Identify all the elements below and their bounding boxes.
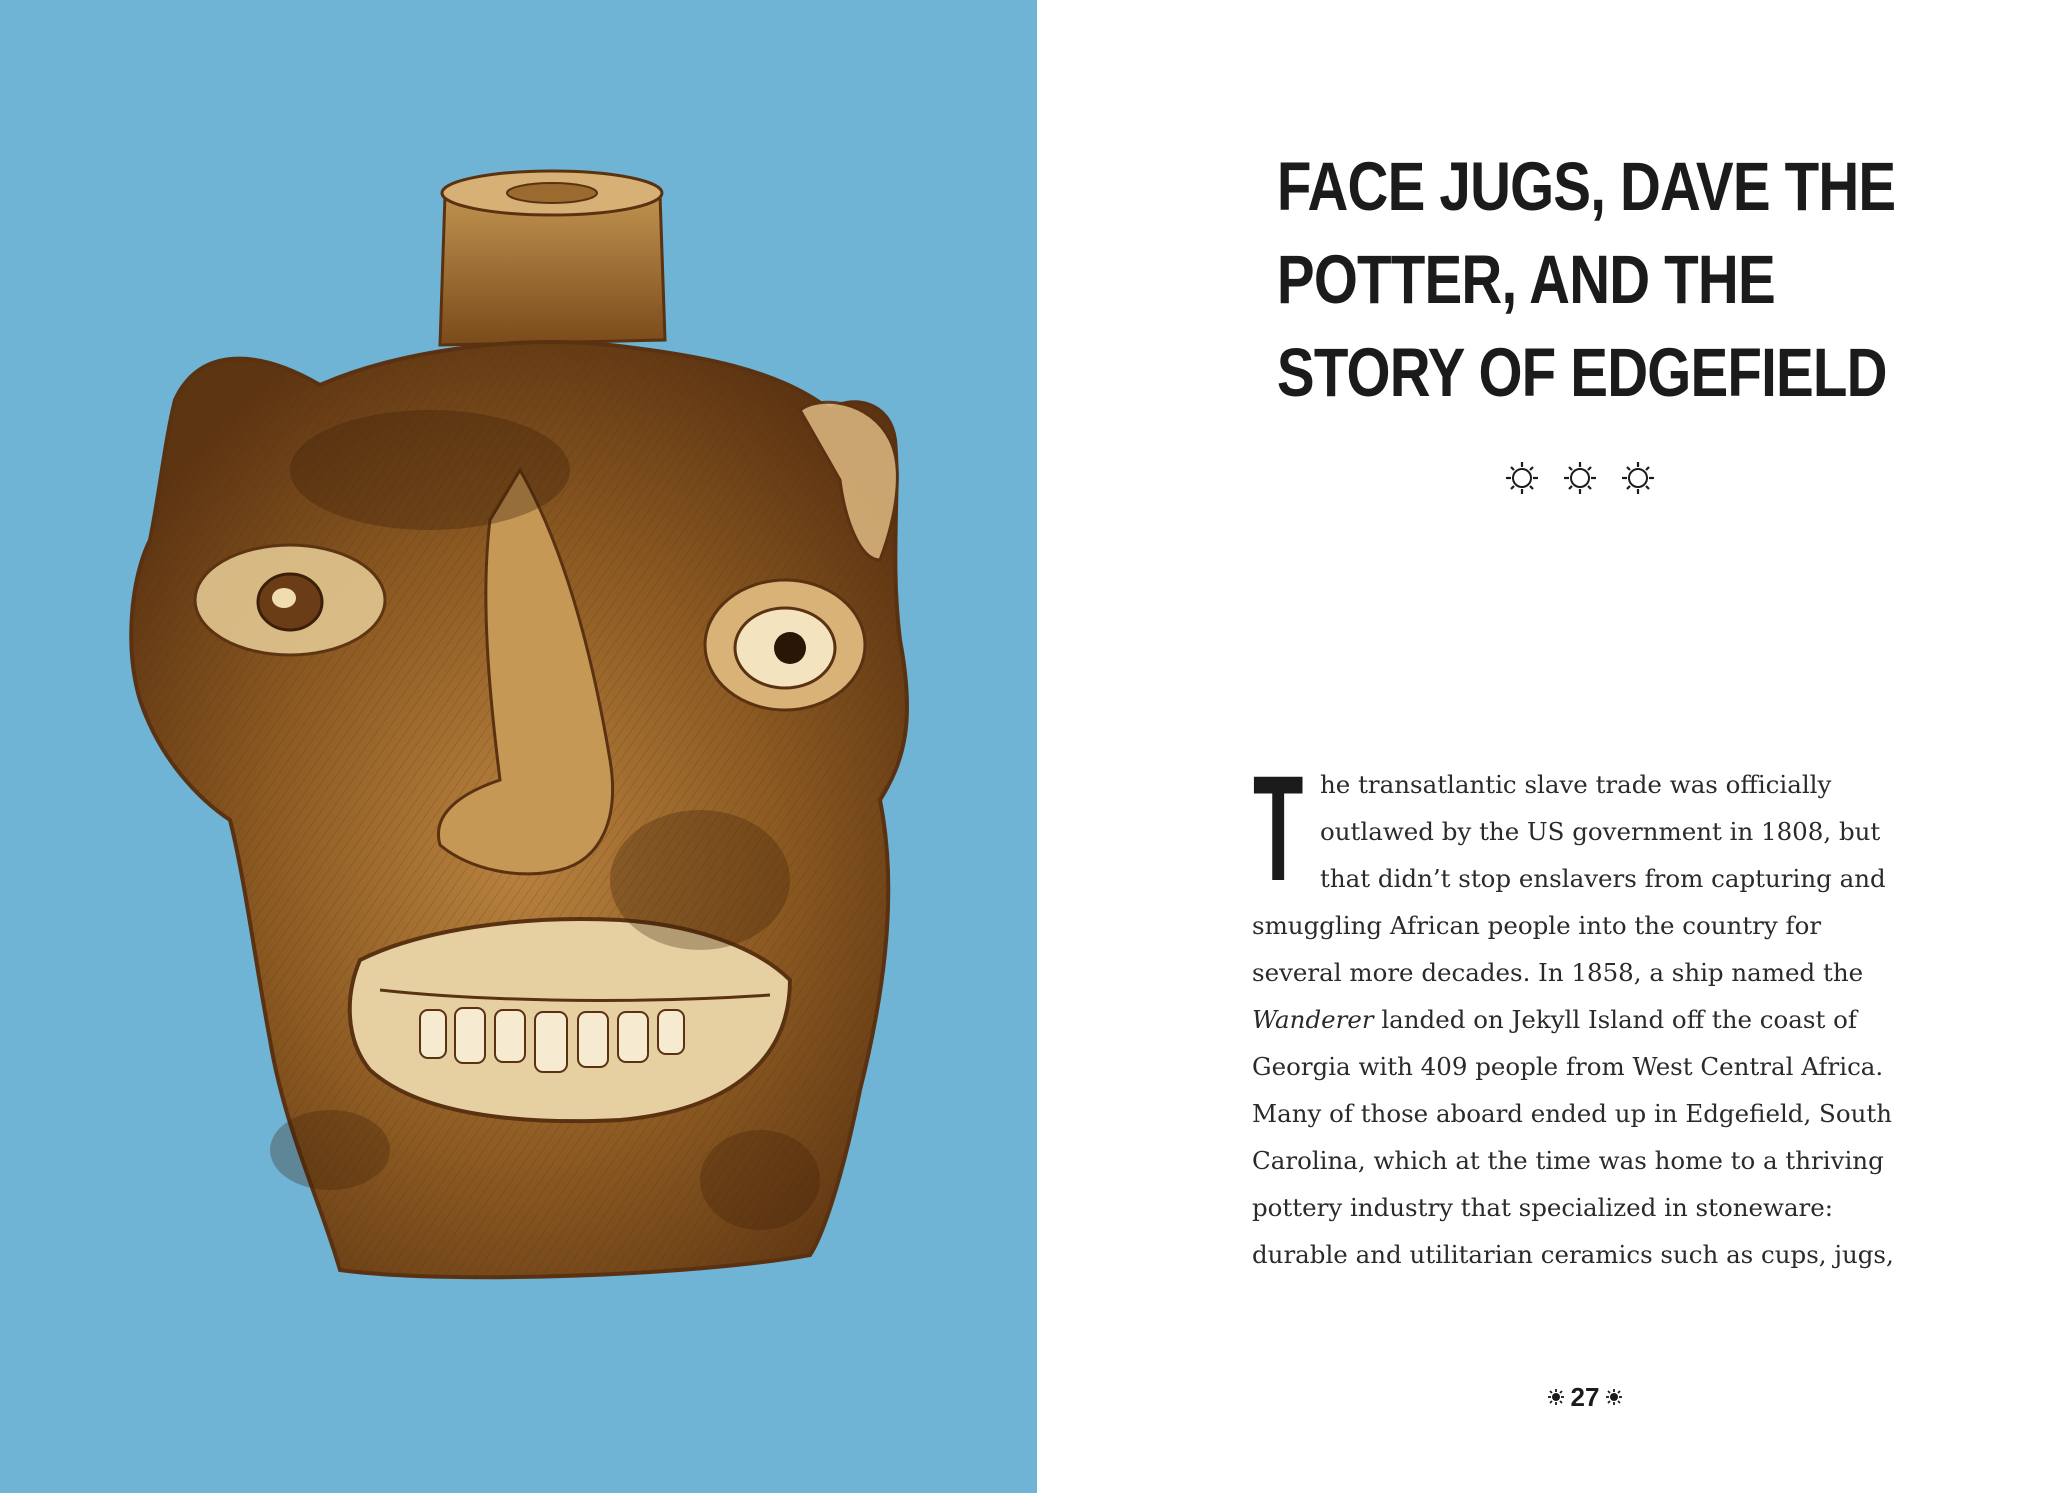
body-line: Many of those aboard ended up in Edgefield, South [1252, 1099, 1892, 1128]
body-line [1252, 996, 1912, 1043]
body-line: Georgia with 409 people from West Central Africa. [1252, 1052, 1884, 1081]
body-line: Carolina, which at the time was home to a thriving [1252, 1146, 1884, 1175]
title-line: STORY OF EDGEFIELD [1276, 334, 1887, 411]
title-line: POTTER, AND THE [1276, 241, 1775, 318]
title-line: FACE JUGS, DAVE THE [1276, 148, 1896, 225]
sunburst-icon [1605, 1388, 1623, 1406]
ornament-divider [1500, 458, 1660, 498]
sunburst-icon [1506, 462, 1538, 494]
chapter-title [1276, 140, 1896, 419]
page-number-value: 27 [1570, 1382, 1600, 1413]
sunburst-icon [1547, 1388, 1565, 1406]
body-line: that didn’t stop enslavers from capturing and [1320, 864, 1886, 893]
drop-cap: T [1253, 744, 1304, 912]
sunburst-icon [1622, 462, 1654, 494]
ship-name: Wanderer [1252, 1005, 1374, 1034]
body-line: several more decades. In 1858, a ship named the [1252, 958, 1864, 987]
sunburst-icon [1564, 462, 1596, 494]
body-line: pottery industry that specialized in stoneware: [1252, 1193, 1834, 1222]
body-line-rest: landed on Jekyll Island off the coast of [1373, 1005, 1857, 1034]
page-number [1540, 1377, 1630, 1413]
body-line: smuggling African people into the country for [1252, 911, 1822, 940]
body-line: durable and utilitarian ceramics such as cups, jugs, [1252, 1240, 1894, 1269]
body-paragraph [1252, 744, 1912, 1278]
body-line: outlawed by the US government in 1808, but [1320, 817, 1881, 846]
body-line: he transatlantic slave trade was officially [1320, 770, 1832, 799]
